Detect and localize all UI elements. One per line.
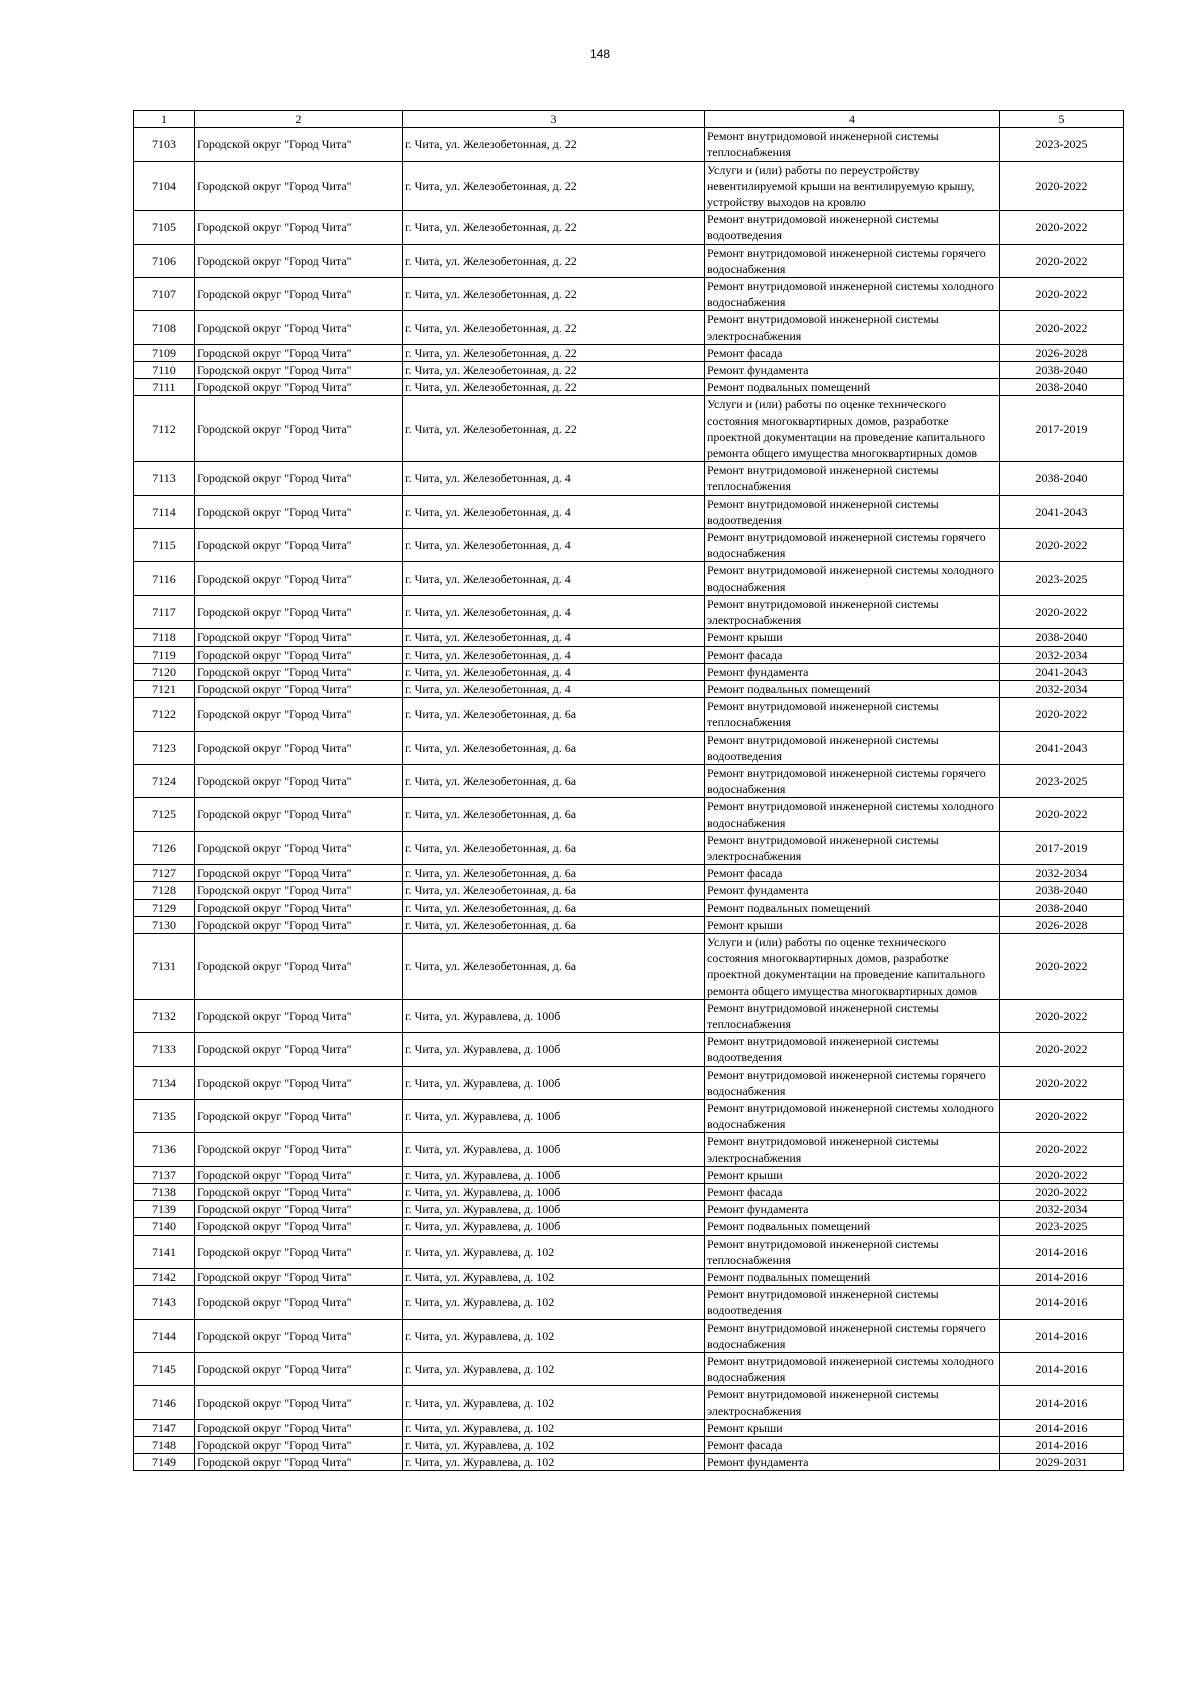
- table-row: [134, 882, 1124, 899]
- address-cell: г. Чита, ул. Железобетонная, д. 22: [403, 344, 705, 361]
- municipality-cell: Городской округ "Город Чита": [195, 680, 403, 697]
- work-type-cell: Ремонт фасада: [705, 1437, 1000, 1454]
- table-row: [134, 362, 1124, 379]
- address-cell: г. Чита, ул. Железобетонная, д. 6а: [403, 798, 705, 831]
- row-number-cell: 7125: [134, 798, 195, 831]
- row-number-cell: 7141: [134, 1235, 195, 1268]
- work-type-cell: Ремонт внутридомовой инженерной системы горячего водоснабжения: [705, 1066, 1000, 1099]
- work-type-cell: Ремонт крыши: [705, 916, 1000, 933]
- table-row: [134, 764, 1124, 797]
- table-row: [134, 396, 1124, 462]
- address-cell: г. Чита, ул. Журавлева, д. 102: [403, 1386, 705, 1419]
- table-row: [134, 680, 1124, 697]
- period-cell: 2023-2025: [1000, 1218, 1124, 1235]
- municipality-cell: Городской округ "Город Чита": [195, 1166, 403, 1183]
- period-cell: 2032-2034: [1000, 680, 1124, 697]
- address-cell: г. Чита, ул. Железобетонная, д. 4: [403, 462, 705, 495]
- table-row: [134, 1386, 1124, 1419]
- address-cell: г. Чита, ул. Железобетонная, д. 22: [403, 396, 705, 462]
- work-type-cell: Ремонт внутридомовой инженерной системы горячего водоснабжения: [705, 529, 1000, 562]
- period-cell: 2020-2022: [1000, 1166, 1124, 1183]
- work-type-cell: Ремонт внутридомовой инженерной системы электроснабжения: [705, 311, 1000, 344]
- work-type-cell: Ремонт крыши: [705, 1166, 1000, 1183]
- period-cell: 2014-2016: [1000, 1269, 1124, 1286]
- row-number-cell: 7128: [134, 882, 195, 899]
- column-number-cell: 4: [705, 111, 1000, 128]
- period-cell: 2020-2022: [1000, 211, 1124, 244]
- municipality-cell: Городской округ "Город Чита": [195, 831, 403, 864]
- work-type-cell: Ремонт внутридомовой инженерной системы холодного водоснабжения: [705, 798, 1000, 831]
- work-type-cell: Ремонт фасада: [705, 865, 1000, 882]
- period-cell: 2020-2022: [1000, 161, 1124, 211]
- row-number-cell: 7149: [134, 1454, 195, 1471]
- municipality-cell: Городской округ "Город Чита": [195, 629, 403, 646]
- work-type-cell: Ремонт внутридомовой инженерной системы водоотведения: [705, 495, 1000, 528]
- period-cell: 2023-2025: [1000, 764, 1124, 797]
- municipality-cell: Городской округ "Город Чита": [195, 882, 403, 899]
- address-cell: г. Чита, ул. Железобетонная, д. 4: [403, 595, 705, 628]
- work-type-cell: Ремонт подвальных помещений: [705, 680, 1000, 697]
- column-number-cell: 1: [134, 111, 195, 128]
- row-number-cell: 7142: [134, 1269, 195, 1286]
- municipality-cell: Городской округ "Город Чита": [195, 278, 403, 311]
- column-number-cell: 3: [403, 111, 705, 128]
- repair-schedule-table: [133, 110, 1124, 1471]
- table-row: [134, 379, 1124, 396]
- municipality-cell: Городской округ "Город Чита": [195, 731, 403, 764]
- municipality-cell: Городской округ "Город Чита": [195, 1386, 403, 1419]
- row-number-cell: 7133: [134, 1033, 195, 1066]
- address-cell: г. Чита, ул. Железобетонная, д. 22: [403, 362, 705, 379]
- period-cell: 2014-2016: [1000, 1286, 1124, 1319]
- work-type-cell: Ремонт фасада: [705, 1184, 1000, 1201]
- municipality-cell: Городской округ "Город Чита": [195, 211, 403, 244]
- address-cell: г. Чита, ул. Журавлева, д. 102: [403, 1235, 705, 1268]
- municipality-cell: Городской округ "Город Чита": [195, 396, 403, 462]
- municipality-cell: Городской округ "Город Чита": [195, 698, 403, 731]
- table-row: [134, 629, 1124, 646]
- address-cell: г. Чита, ул. Журавлева, д. 100б: [403, 999, 705, 1032]
- municipality-cell: Городской округ "Город Чита": [195, 311, 403, 344]
- work-type-cell: Ремонт внутридомовой инженерной системы водоотведения: [705, 731, 1000, 764]
- municipality-cell: Городской округ "Город Чита": [195, 379, 403, 396]
- work-type-cell: Ремонт фасада: [705, 646, 1000, 663]
- address-cell: г. Чита, ул. Журавлева, д. 100б: [403, 1166, 705, 1183]
- address-cell: г. Чита, ул. Железобетонная, д. 6а: [403, 882, 705, 899]
- address-cell: г. Чита, ул. Журавлева, д. 100б: [403, 1033, 705, 1066]
- municipality-cell: Городской округ "Город Чита": [195, 495, 403, 528]
- row-number-cell: 7106: [134, 244, 195, 277]
- period-cell: 2020-2022: [1000, 933, 1124, 999]
- table-row: [134, 344, 1124, 361]
- period-cell: 2020-2022: [1000, 698, 1124, 731]
- table-row: [134, 1133, 1124, 1166]
- address-cell: г. Чита, ул. Журавлева, д. 100б: [403, 1184, 705, 1201]
- table-row: [134, 278, 1124, 311]
- work-type-cell: Ремонт фундамента: [705, 663, 1000, 680]
- municipality-cell: Городской округ "Город Чита": [195, 646, 403, 663]
- table-row: [134, 1184, 1124, 1201]
- municipality-cell: Городской округ "Город Чита": [195, 362, 403, 379]
- table-row: [134, 562, 1124, 595]
- row-number-cell: 7118: [134, 629, 195, 646]
- row-number-cell: 7124: [134, 764, 195, 797]
- row-number-cell: 7110: [134, 362, 195, 379]
- period-cell: 2014-2016: [1000, 1437, 1124, 1454]
- table-row: [134, 1319, 1124, 1352]
- municipality-cell: Городской округ "Город Чита": [195, 344, 403, 361]
- row-number-cell: 7111: [134, 379, 195, 396]
- table-row: [134, 1437, 1124, 1454]
- row-number-cell: 7139: [134, 1201, 195, 1218]
- work-type-cell: Ремонт внутридомовой инженерной системы холодного водоснабжения: [705, 1353, 1000, 1386]
- municipality-cell: Городской округ "Город Чита": [195, 595, 403, 628]
- work-type-cell: Ремонт внутридомовой инженерной системы теплоснабжения: [705, 128, 1000, 161]
- table-row: [134, 663, 1124, 680]
- period-cell: 2038-2040: [1000, 462, 1124, 495]
- period-cell: 2020-2022: [1000, 278, 1124, 311]
- period-cell: 2020-2022: [1000, 529, 1124, 562]
- municipality-cell: Городской округ "Город Чита": [195, 916, 403, 933]
- work-type-cell: Ремонт внутридомовой инженерной системы горячего водоснабжения: [705, 1319, 1000, 1352]
- period-cell: 2014-2016: [1000, 1319, 1124, 1352]
- address-cell: г. Чита, ул. Журавлева, д. 102: [403, 1419, 705, 1436]
- work-type-cell: Ремонт внутридомовой инженерной системы холодного водоснабжения: [705, 278, 1000, 311]
- row-number-cell: 7146: [134, 1386, 195, 1419]
- work-type-cell: Ремонт подвальных помещений: [705, 1269, 1000, 1286]
- work-type-cell: Ремонт внутридомовой инженерной системы водоотведения: [705, 211, 1000, 244]
- municipality-cell: Городской округ "Город Чита": [195, 798, 403, 831]
- row-number-cell: 7138: [134, 1184, 195, 1201]
- table-row: [134, 1033, 1124, 1066]
- address-cell: г. Чита, ул. Журавлева, д. 102: [403, 1319, 705, 1352]
- work-type-cell: Ремонт внутридомовой инженерной системы теплоснабжения: [705, 698, 1000, 731]
- address-cell: г. Чита, ул. Железобетонная, д. 4: [403, 562, 705, 595]
- table-row: [134, 244, 1124, 277]
- municipality-cell: Городской округ "Город Чита": [195, 1133, 403, 1166]
- address-cell: г. Чита, ул. Железобетонная, д. 6а: [403, 731, 705, 764]
- period-cell: 2017-2019: [1000, 396, 1124, 462]
- work-type-cell: Ремонт фундамента: [705, 362, 1000, 379]
- work-type-cell: Ремонт крыши: [705, 629, 1000, 646]
- table-row: [134, 899, 1124, 916]
- address-cell: г. Чита, ул. Железобетонная, д. 6а: [403, 698, 705, 731]
- period-cell: 2041-2043: [1000, 663, 1124, 680]
- address-cell: г. Чита, ул. Железобетонная, д. 22: [403, 128, 705, 161]
- work-type-cell: Ремонт внутридомовой инженерной системы теплоснабжения: [705, 462, 1000, 495]
- period-cell: 2020-2022: [1000, 1066, 1124, 1099]
- row-number-cell: 7135: [134, 1099, 195, 1132]
- row-number-cell: 7129: [134, 899, 195, 916]
- table-row: [134, 161, 1124, 211]
- row-number-cell: 7145: [134, 1353, 195, 1386]
- municipality-cell: Городской округ "Город Чита": [195, 1419, 403, 1436]
- table-row: [134, 595, 1124, 628]
- row-number-cell: 7126: [134, 831, 195, 864]
- table-row: [134, 1066, 1124, 1099]
- period-cell: 2017-2019: [1000, 831, 1124, 864]
- address-cell: г. Чита, ул. Журавлева, д. 100б: [403, 1218, 705, 1235]
- row-number-cell: 7121: [134, 680, 195, 697]
- period-cell: 2020-2022: [1000, 798, 1124, 831]
- address-cell: г. Чита, ул. Журавлева, д. 102: [403, 1286, 705, 1319]
- municipality-cell: Городской округ "Город Чита": [195, 999, 403, 1032]
- work-type-cell: Ремонт внутридомовой инженерной системы водоотведения: [705, 1286, 1000, 1319]
- municipality-cell: Городской округ "Город Чита": [195, 1286, 403, 1319]
- address-cell: г. Чита, ул. Железобетонная, д. 6а: [403, 916, 705, 933]
- row-number-cell: 7144: [134, 1319, 195, 1352]
- work-type-cell: Ремонт внутридомовой инженерной системы горячего водоснабжения: [705, 764, 1000, 797]
- row-number-cell: 7109: [134, 344, 195, 361]
- address-cell: г. Чита, ул. Железобетонная, д. 4: [403, 646, 705, 663]
- table-row: [134, 1353, 1124, 1386]
- table-row: [134, 1454, 1124, 1471]
- address-cell: г. Чита, ул. Железобетонная, д. 4: [403, 495, 705, 528]
- period-cell: 2020-2022: [1000, 1099, 1124, 1132]
- work-type-cell: Ремонт внутридомовой инженерной системы электроснабжения: [705, 595, 1000, 628]
- municipality-cell: Городской округ "Город Чита": [195, 1066, 403, 1099]
- municipality-cell: Городской округ "Город Чита": [195, 1353, 403, 1386]
- table-row: [134, 1286, 1124, 1319]
- municipality-cell: Городской округ "Город Чита": [195, 529, 403, 562]
- row-number-cell: 7108: [134, 311, 195, 344]
- row-number-cell: 7116: [134, 562, 195, 595]
- row-number-cell: 7123: [134, 731, 195, 764]
- period-cell: 2038-2040: [1000, 379, 1124, 396]
- table-body: [134, 111, 1124, 1471]
- work-type-cell: Ремонт внутридомовой инженерной системы холодного водоснабжения: [705, 1099, 1000, 1132]
- work-type-cell: Ремонт внутридомовой инженерной системы теплоснабжения: [705, 999, 1000, 1032]
- row-number-cell: 7147: [134, 1419, 195, 1436]
- period-cell: 2020-2022: [1000, 311, 1124, 344]
- address-cell: г. Чита, ул. Журавлева, д. 100б: [403, 1066, 705, 1099]
- work-type-cell: Ремонт внутридомовой инженерной системы горячего водоснабжения: [705, 244, 1000, 277]
- period-cell: 2026-2028: [1000, 344, 1124, 361]
- address-cell: г. Чита, ул. Железобетонная, д. 22: [403, 379, 705, 396]
- period-cell: 2023-2025: [1000, 562, 1124, 595]
- work-type-cell: Ремонт фасада: [705, 344, 1000, 361]
- municipality-cell: Городской округ "Город Чита": [195, 1184, 403, 1201]
- period-cell: 2038-2040: [1000, 362, 1124, 379]
- address-cell: г. Чита, ул. Железобетонная, д. 22: [403, 244, 705, 277]
- period-cell: 2014-2016: [1000, 1235, 1124, 1268]
- municipality-cell: Городской округ "Город Чита": [195, 1437, 403, 1454]
- table-row: [134, 1166, 1124, 1183]
- address-cell: г. Чита, ул. Журавлева, д. 100б: [403, 1133, 705, 1166]
- row-number-cell: 7131: [134, 933, 195, 999]
- period-cell: 2020-2022: [1000, 595, 1124, 628]
- address-cell: г. Чита, ул. Железобетонная, д. 4: [403, 629, 705, 646]
- table-row: [134, 916, 1124, 933]
- municipality-cell: Городской округ "Город Чита": [195, 562, 403, 595]
- row-number-cell: 7127: [134, 865, 195, 882]
- address-cell: г. Чита, ул. Журавлева, д. 102: [403, 1454, 705, 1471]
- municipality-cell: Городской округ "Город Чита": [195, 933, 403, 999]
- row-number-cell: 7148: [134, 1437, 195, 1454]
- row-number-cell: 7143: [134, 1286, 195, 1319]
- address-cell: г. Чита, ул. Железобетонная, д. 6а: [403, 764, 705, 797]
- address-cell: г. Чита, ул. Железобетонная, д. 6а: [403, 831, 705, 864]
- period-cell: 2032-2034: [1000, 865, 1124, 882]
- municipality-cell: Городской округ "Город Чита": [195, 244, 403, 277]
- address-cell: г. Чита, ул. Железобетонная, д. 22: [403, 161, 705, 211]
- period-cell: 2014-2016: [1000, 1353, 1124, 1386]
- municipality-cell: Городской округ "Город Чита": [195, 161, 403, 211]
- row-number-cell: 7140: [134, 1218, 195, 1235]
- table-row: [134, 1099, 1124, 1132]
- period-cell: 2020-2022: [1000, 1133, 1124, 1166]
- table-row: [134, 698, 1124, 731]
- period-cell: 2020-2022: [1000, 999, 1124, 1032]
- municipality-cell: Городской округ "Город Чита": [195, 1099, 403, 1132]
- work-type-cell: Ремонт внутридомовой инженерной системы водоотведения: [705, 1033, 1000, 1066]
- period-cell: 2014-2016: [1000, 1419, 1124, 1436]
- municipality-cell: Городской округ "Город Чита": [195, 764, 403, 797]
- period-cell: 2020-2022: [1000, 1184, 1124, 1201]
- row-number-cell: 7117: [134, 595, 195, 628]
- municipality-cell: Городской округ "Город Чита": [195, 663, 403, 680]
- address-cell: г. Чита, ул. Журавлева, д. 102: [403, 1269, 705, 1286]
- table-row: [134, 798, 1124, 831]
- row-number-cell: 7136: [134, 1133, 195, 1166]
- address-cell: г. Чита, ул. Журавлева, д. 100б: [403, 1201, 705, 1218]
- address-cell: г. Чита, ул. Железобетонная, д. 4: [403, 680, 705, 697]
- municipality-cell: Городской округ "Город Чита": [195, 1319, 403, 1352]
- row-number-cell: 7112: [134, 396, 195, 462]
- row-number-cell: 7119: [134, 646, 195, 663]
- address-cell: г. Чита, ул. Железобетонная, д. 6а: [403, 933, 705, 999]
- period-cell: 2029-2031: [1000, 1454, 1124, 1471]
- municipality-cell: Городской округ "Город Чита": [195, 1033, 403, 1066]
- municipality-cell: Городской округ "Город Чита": [195, 899, 403, 916]
- work-type-cell: Ремонт фундамента: [705, 882, 1000, 899]
- address-cell: г. Чита, ул. Железобетонная, д. 22: [403, 278, 705, 311]
- row-number-cell: 7114: [134, 495, 195, 528]
- period-cell: 2041-2043: [1000, 731, 1124, 764]
- row-number-cell: 7104: [134, 161, 195, 211]
- table-row: [134, 211, 1124, 244]
- period-cell: 2038-2040: [1000, 899, 1124, 916]
- work-type-cell: Ремонт внутридомовой инженерной системы электроснабжения: [705, 1133, 1000, 1166]
- table-row: [134, 646, 1124, 663]
- address-cell: г. Чита, ул. Железобетонная, д. 22: [403, 211, 705, 244]
- municipality-cell: Городской округ "Город Чита": [195, 128, 403, 161]
- row-number-cell: 7137: [134, 1166, 195, 1183]
- table-row: [134, 1269, 1124, 1286]
- page-number: 148: [589, 47, 611, 61]
- table-row: [134, 731, 1124, 764]
- municipality-cell: Городской округ "Город Чита": [195, 1218, 403, 1235]
- period-cell: 2020-2022: [1000, 1033, 1124, 1066]
- table-row: [134, 999, 1124, 1032]
- address-cell: г. Чита, ул. Железобетонная, д. 22: [403, 311, 705, 344]
- work-type-cell: Услуги и (или) работы по оценке технического состояния многоквартирных домов, разработке проектной документации на проведение капитального ремонта общего имущества многоквартирных домов: [705, 933, 1000, 999]
- address-cell: г. Чита, ул. Железобетонная, д. 6а: [403, 865, 705, 882]
- period-cell: 2023-2025: [1000, 128, 1124, 161]
- row-number-cell: 7107: [134, 278, 195, 311]
- municipality-cell: Городской округ "Город Чита": [195, 1201, 403, 1218]
- work-type-cell: Ремонт подвальных помещений: [705, 379, 1000, 396]
- work-type-cell: Ремонт внутридомовой инженерной системы электроснабжения: [705, 831, 1000, 864]
- period-cell: 2032-2034: [1000, 1201, 1124, 1218]
- municipality-cell: Городской округ "Город Чита": [195, 462, 403, 495]
- period-cell: 2032-2034: [1000, 646, 1124, 663]
- work-type-cell: Ремонт фундамента: [705, 1454, 1000, 1471]
- period-cell: 2014-2016: [1000, 1386, 1124, 1419]
- work-type-cell: Ремонт фундамента: [705, 1201, 1000, 1218]
- table-row: [134, 1201, 1124, 1218]
- period-cell: 2026-2028: [1000, 916, 1124, 933]
- period-cell: 2038-2040: [1000, 882, 1124, 899]
- row-number-cell: 7130: [134, 916, 195, 933]
- table-row: [134, 529, 1124, 562]
- work-type-cell: Ремонт подвальных помещений: [705, 1218, 1000, 1235]
- column-number-cell: 2: [195, 111, 403, 128]
- table-row: [134, 933, 1124, 999]
- table-row: [134, 462, 1124, 495]
- table-row: [134, 128, 1124, 161]
- municipality-cell: Городской округ "Город Чита": [195, 865, 403, 882]
- work-type-cell: Услуги и (или) работы по оценке технического состояния многоквартирных домов, разработке проектной документации на проведение капитального ремонта общего имущества многоквартирных домов: [705, 396, 1000, 462]
- address-cell: г. Чита, ул. Железобетонная, д. 4: [403, 529, 705, 562]
- work-type-cell: Ремонт подвальных помещений: [705, 899, 1000, 916]
- column-number-cell: 5: [1000, 111, 1124, 128]
- table-row: [134, 865, 1124, 882]
- work-type-cell: Ремонт внутридомовой инженерной системы электроснабжения: [705, 1386, 1000, 1419]
- table-row: [134, 311, 1124, 344]
- table-row: [134, 1235, 1124, 1268]
- row-number-cell: 7105: [134, 211, 195, 244]
- address-cell: г. Чита, ул. Журавлева, д. 102: [403, 1437, 705, 1454]
- municipality-cell: Городской округ "Город Чита": [195, 1269, 403, 1286]
- row-number-cell: 7103: [134, 128, 195, 161]
- period-cell: 2020-2022: [1000, 244, 1124, 277]
- row-number-cell: 7134: [134, 1066, 195, 1099]
- work-type-cell: Ремонт внутридомовой инженерной системы теплоснабжения: [705, 1235, 1000, 1268]
- table-row: [134, 831, 1124, 864]
- address-cell: г. Чита, ул. Железобетонная, д. 4: [403, 663, 705, 680]
- row-number-cell: 7115: [134, 529, 195, 562]
- address-cell: г. Чита, ул. Железобетонная, д. 6а: [403, 899, 705, 916]
- period-cell: 2041-2043: [1000, 495, 1124, 528]
- table-row: [134, 495, 1124, 528]
- address-cell: г. Чита, ул. Журавлева, д. 100б: [403, 1099, 705, 1132]
- work-type-cell: Ремонт крыши: [705, 1419, 1000, 1436]
- column-number-row: [134, 111, 1124, 128]
- table-row: [134, 1218, 1124, 1235]
- row-number-cell: 7120: [134, 663, 195, 680]
- municipality-cell: Городской округ "Город Чита": [195, 1235, 403, 1268]
- period-cell: 2038-2040: [1000, 629, 1124, 646]
- row-number-cell: 7132: [134, 999, 195, 1032]
- work-type-cell: Услуги и (или) работы по переустройству невентилируемой крыши на вентилируемую крышу, устройству выходов на кровлю: [705, 161, 1000, 211]
- row-number-cell: 7122: [134, 698, 195, 731]
- row-number-cell: 7113: [134, 462, 195, 495]
- municipality-cell: Городской округ "Город Чита": [195, 1454, 403, 1471]
- work-type-cell: Ремонт внутридомовой инженерной системы холодного водоснабжения: [705, 562, 1000, 595]
- table-row: [134, 1419, 1124, 1436]
- address-cell: г. Чита, ул. Журавлева, д. 102: [403, 1353, 705, 1386]
